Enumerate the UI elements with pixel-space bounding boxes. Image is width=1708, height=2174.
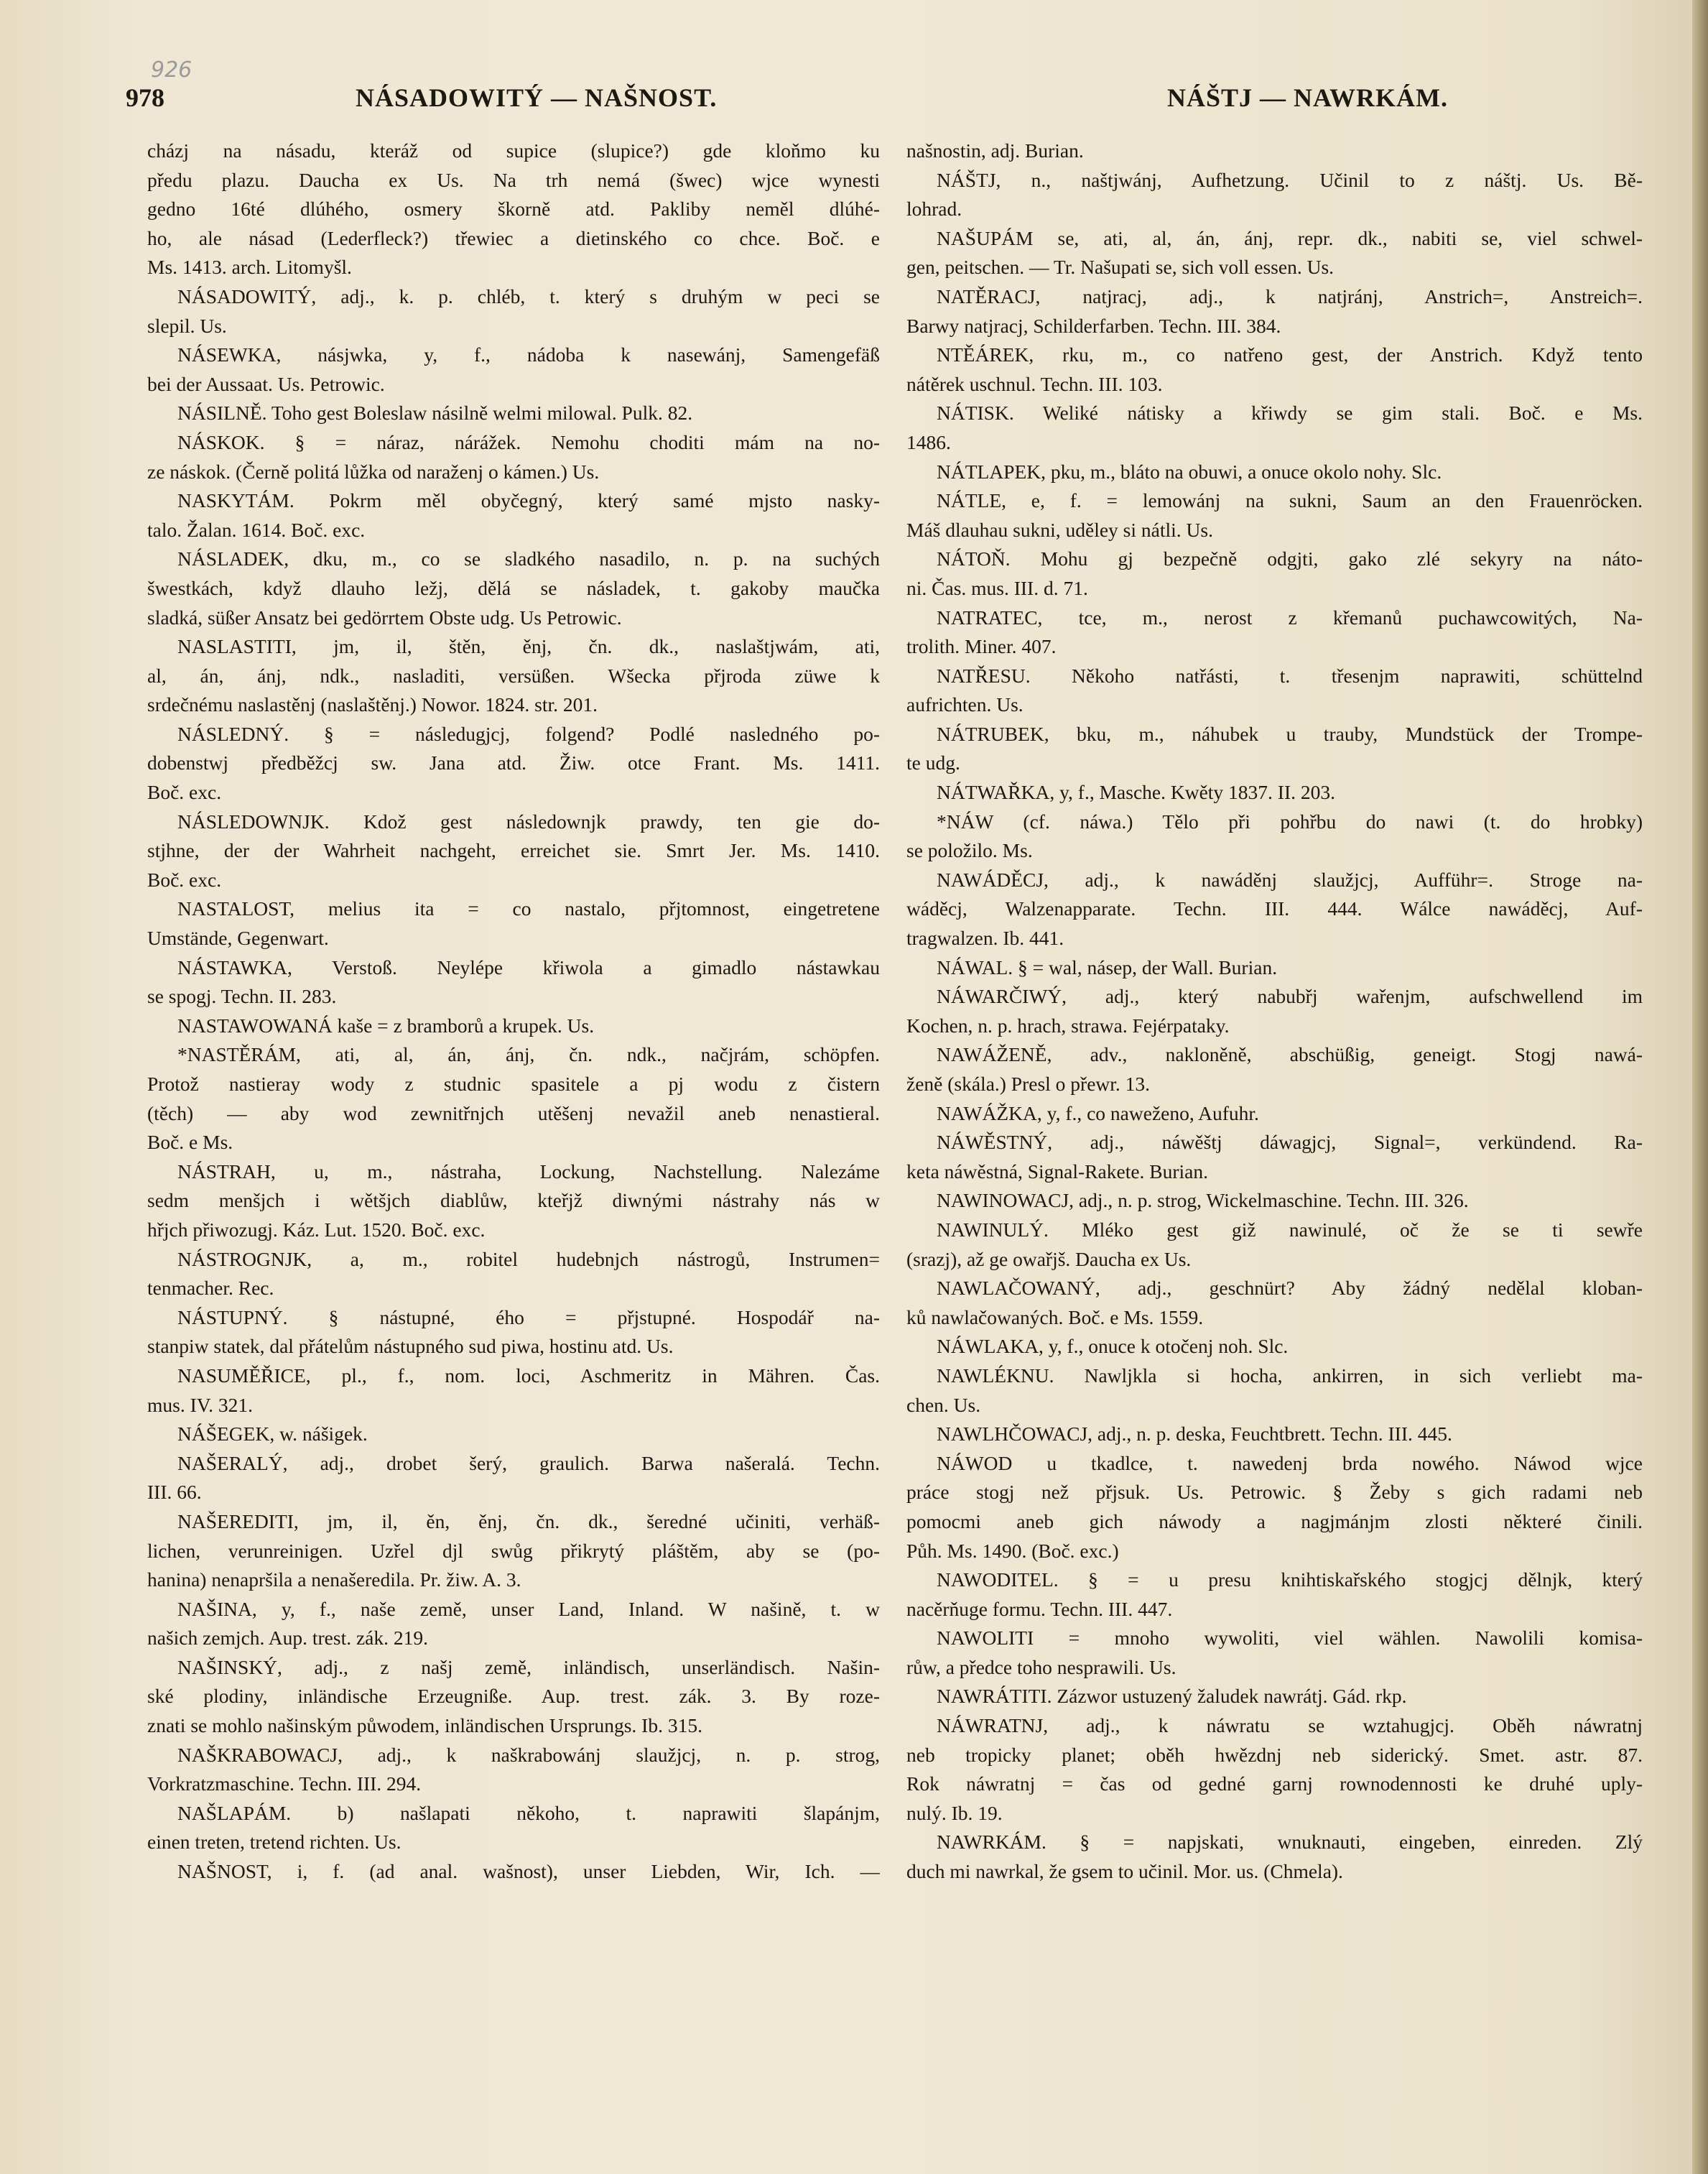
running-header: [126, 83, 1641, 126]
text-line: sedm menšjch i wětšjch diablůw, kteřjž diwnými nástrahy nás w: [147, 1189, 880, 1212]
text-line: NASLASTITI, jm, il, štěn, ěnj, čn. dk., naslaštjwám, ati,: [177, 635, 880, 658]
text-line: dobenstwj předběžcj sw. Jana atd. Žiw. otce Frant. Ms. 1411.: [147, 751, 880, 774]
text-line: Boč. e Ms.: [147, 1131, 233, 1154]
text-line: NAWRÁTITI. Zázwor ustuzený žaludek nawrátj. Gád. rkp.: [937, 1685, 1407, 1708]
text-line: duch mi nawrkal, že gsem to učinil. Mor. us. (Chmela).: [906, 1860, 1343, 1883]
text-line: pomocmi aneb gich náwody a nagjmánjm zlosti některé činili.: [906, 1509, 1643, 1532]
text-line: NAŠEREDITI, jm, il, ěn, ěnj, čn. dk., šeredné učiniti, verhäß-: [177, 1509, 880, 1532]
text-line: al, án, ánj, ndk., nasladiti, versüßen. Wšecka přjroda züwe k: [147, 664, 880, 687]
page-number: 978: [126, 83, 164, 112]
text-line: NASTAWOWANÁ kaše = z bramborů a krupek. Us.: [177, 1014, 595, 1037]
text-line: NÁWĚSTNÝ, adj., náwěštj dáwagjcj, Signal=, verkündend. Ra-: [937, 1131, 1643, 1154]
text-line: NAWODITEL. § = u presu knihtiskařského stogjcj dělnjk, který: [937, 1568, 1643, 1591]
text-line: NATĚRACJ, natjracj, adj., k natjránj, Anstrich=, Anstreich=.: [937, 285, 1643, 307]
left-column: [147, 137, 880, 1887]
text-line: NÁTLAPEK, pku, m., bláto na obuwi, a onuce okolo nohy. Slc.: [937, 460, 1442, 483]
text-line: tenmacher. Rec.: [147, 1277, 274, 1300]
text-line: NAWINULÝ. Mléko gest giž nawinulé, oč že se ti sewře: [937, 1218, 1643, 1241]
text-line: slepil. Us.: [147, 314, 227, 337]
text-line: NAWÁŽENĚ, adv., nakloněně, abschüßig, geneigt. Stogj nawá-: [937, 1043, 1643, 1066]
text-line: Rok náwratnj = čas od gedné garnj rownodennosti ke druhé uply-: [906, 1772, 1643, 1795]
text-line: NÁTLE, e, f. = lemowánj na sukni, Saum an den Frauenröcken.: [937, 489, 1643, 512]
text-line: NÁTWAŘKA, y, f., Masche. Kwěty 1837. II. 203.: [937, 781, 1335, 804]
text-line: se položilo. Ms.: [906, 839, 1033, 862]
text-line: NASTALOST, melius ita = co nastalo, přjtomnost, eingetretene: [177, 897, 880, 920]
text-line: *NASTĚRÁM, ati, al, án, ánj, čn. ndk., načjrám, schöpfen.: [177, 1043, 880, 1066]
text-line: Máš dlauhau sukni, uděley si nátli. Us.: [906, 518, 1213, 541]
text-line: hanina) nenapršila a nenašeredila. Pr. žiw. A. 3.: [147, 1568, 521, 1591]
text-line: NAŠLAPÁM. b) našlapati někoho, t. naprawiti šlapánjm,: [177, 1801, 880, 1824]
text-line: šwestkách, když dlauho ležj, dělá se násladek, t. gakoby maučka: [147, 576, 880, 599]
text-line: Kochen, n. p. hrach, strawa. Fejérpataky.: [906, 1014, 1230, 1037]
text-line: NASKYTÁM. Pokrm měl obyčegný, který samé mjsto nasky-: [177, 489, 880, 512]
right-running-title: NÁŠTJ — NAWRKÁM.: [1167, 83, 1449, 112]
text-line: NÁSTAWKA, Verstoß. Neylépe křiwola a gimadlo nástawkau: [177, 956, 880, 979]
text-line: gedno 16té dlúhého, osmery škorně atd. Pakliby neměl dlúhé-: [147, 198, 880, 221]
text-line: NAWRKÁM. § = napjskati, wnuknauti, eingeben, einreden. Zlý: [937, 1831, 1643, 1854]
text-line: NÁWOD u tkadlce, t. nawedenj brda nowého. Náwod wjce: [937, 1451, 1643, 1474]
text-line: NAWÁŽKA, y, f., co naweženo, Aufuhr.: [937, 1101, 1259, 1124]
text-line: NAWÁDĚCJ, adj., k nawáděnj slaužjcj, Aufführ=. Stroge na-: [937, 868, 1643, 891]
text-line: NAŠINSKÝ, adj., z našj země, inländisch, unserländisch. Našin-: [177, 1655, 880, 1678]
right-column: [906, 137, 1643, 1887]
text-line: (těch) — aby wod zewnitřnjch utěšenj nevažil aneb nenastieral.: [147, 1101, 880, 1124]
text-line: ků nawlačowaných. Boč. e Ms. 1559.: [906, 1305, 1204, 1328]
text-line: Barwy natjracj, Schilderfarben. Techn. III. 384.: [906, 314, 1281, 337]
text-line: NAWLHČOWACJ, adj., n. p. deska, Feuchtbrett. Techn. III. 445.: [937, 1423, 1452, 1446]
text-line: neb tropicky planet; oběh hwězdnj neb siderický. Smet. astr. 87.: [906, 1743, 1643, 1766]
text-line: ho, ale násad (Lederfleck?) třewiec a dietinského co chce. Boč. e: [147, 226, 880, 249]
text-line: NÁWRATNJ, adj., k náwratu se wztahugjcj. Oběh náwratnj: [937, 1714, 1643, 1737]
text-line: ni. Čas. mus. III. d. 71.: [906, 576, 1088, 599]
text-line: wáděcj, Walzenapparate. Techn. III. 444. Wálce nawáděcj, Auf-: [906, 897, 1643, 920]
text-line: NÁTRUBEK, bku, m., náhubek u trauby, Mundstück der Trompe-: [937, 722, 1643, 745]
text-line: Protož nastieray wody z studnic spasitele a pj wodu z čistern: [147, 1073, 880, 1095]
text-line: nátěrek uschnul. Techn. III. 103.: [906, 372, 1163, 395]
text-line: NÁSLADEK, dku, m., co se sladkého nasadilo, n. p. na suchých: [177, 547, 880, 570]
text-line: NATRATEC, tce, m., nerost z křemanů puchawcowitých, Na-: [937, 606, 1643, 629]
text-line: stjhne, der der Wahrheit nachgeht, erreichet sie. Smrt Jer. Ms. 1410.: [147, 839, 880, 862]
text-line: nacěrňuge formu. Techn. III. 447.: [906, 1597, 1173, 1620]
text-line: NÁŠEGEK, w. nášigek.: [177, 1423, 368, 1446]
text-line: Boč. exc.: [147, 781, 222, 804]
text-line: tragwalzen. Ib. 441.: [906, 927, 1064, 950]
text-line: einen treten, tretend richten. Us.: [147, 1831, 402, 1854]
text-line: mus. IV. 321.: [147, 1393, 253, 1416]
text-line: našich zemjch. Aup. trest. zák. 219.: [147, 1627, 429, 1650]
text-line: NÁSADOWITÝ, adj., k. p. chléb, t. který s druhým w peci se: [177, 285, 880, 307]
text-line: NAŠUPÁM se, ati, al, án, ánj, repr. dk., nabiti se, viel schwel-: [937, 226, 1643, 249]
text-line: NAWOLITI = mnoho wywoliti, viel wählen. Nawolili komisa-: [937, 1627, 1643, 1650]
text-line: aufrichten. Us.: [906, 693, 1024, 716]
text-line: hřjch přiwozugj. Káz. Lut. 1520. Boč. exc.: [147, 1218, 486, 1241]
text-line: NAWLAČOWANÝ, adj., geschnürt? Aby žádný nedělal kloban-: [937, 1277, 1643, 1300]
pencil-page-note: 926: [151, 57, 192, 83]
text-line: nulý. Ib. 19.: [906, 1801, 1003, 1824]
text-line: NAWLÉKNU. Nawljkla si hocha, ankirren, in sich verliebt ma-: [937, 1364, 1643, 1387]
text-line: NAŠNOST, i, f. (ad anal. wašnost), unser Liebden, Wir, Ich. —: [177, 1860, 880, 1883]
text-line: keta náwěstná, Signal-Rakete. Burian.: [906, 1160, 1209, 1183]
text-line: III. 66.: [147, 1481, 202, 1504]
text-line: se spogj. Techn. II. 283.: [147, 985, 337, 1008]
text-line: stanpiw statek, dal přátelům nástupného sud piwa, hostinu atd. Us.: [147, 1335, 674, 1358]
text-line: NÁSTROGNJK, a, m., robitel hudebnjch nástrogů, Instrumen=: [177, 1247, 880, 1270]
text-line: lohrad.: [906, 198, 962, 221]
text-line: NÁWLAKA, y, f., onuce k otočenj noh. Slc.: [937, 1335, 1289, 1358]
text-line: NÁSTUPNÝ. § nástupné, ého = přjstupné. Hospodář na-: [177, 1305, 880, 1328]
text-line: NÁSLEDNÝ. § = následugjcj, folgend? Podlé nasledného po-: [177, 722, 880, 745]
text-line: NAŠERALÝ, adj., drobet šerý, graulich. Barwa našeralá. Techn.: [177, 1451, 880, 1474]
text-line: ze náskok. (Černě politá lůžka od naraženj o kámen.) Us.: [147, 460, 600, 483]
text-line: Umstände, Gegenwart.: [147, 927, 329, 950]
text-line: NÁSKOK. § = náraz, nárážek. Nemohu choditi mám na no-: [177, 430, 880, 453]
text-line: růw, a předce toho nesprawili. Us.: [906, 1655, 1176, 1678]
text-line: NÁSTRAH, u, m., nástraha, Lockung, Nachstellung. Nalezáme: [177, 1160, 880, 1183]
text-line: cházj na násadu, kteráž od supice (slupice?) gde kloňmo ku: [147, 139, 880, 162]
text-line: 1486.: [906, 430, 951, 453]
text-line: gen, peitschen. — Tr. Našupati se, sich voll essen. Us.: [906, 256, 1335, 279]
text-line: te udg.: [906, 751, 960, 774]
text-line: trolith. Miner. 407.: [906, 635, 1057, 658]
text-line: ské plodiny, inländische Erzeugniße. Aup. trest. zák. 3. By roze-: [147, 1685, 880, 1708]
text-line: sladká, süßer Ansatz bei gedörrtem Obste udg. Us Petrowic.: [147, 606, 622, 629]
text-line: NAŠKRABOWACJ, adj., k naškrabowánj slaužjcj, n. p. strog,: [177, 1743, 880, 1766]
text-line: NÁSEWKA, násjwka, y, f., nádoba k nasewánj, Samengefäß: [177, 343, 880, 366]
text-line: Vorkratzmaschine. Techn. III. 294.: [147, 1772, 422, 1795]
text-line: (srazj), až ge owařjš. Daucha ex Us.: [906, 1247, 1192, 1270]
text-line: NAŠINA, y, f., naše země, unser Land, Inland. W našině, t. w: [177, 1597, 880, 1620]
text-line: NÁSILNĚ. Toho gest Boleslaw násilně welmi milowal. Pulk. 82.: [177, 402, 693, 425]
text-line: NÁTISK. Weliké nátisky a křiwdy se gim stali. Boč. e Ms.: [937, 402, 1643, 425]
page-edge: [1692, 0, 1708, 2174]
text-line: Ms. 1413. arch. Litomyšl.: [147, 256, 352, 279]
text-line: NASUMĚŘICE, pl., f., nom. loci, Aschmeritz in Mähren. Čas.: [177, 1364, 880, 1387]
text-line: srdečnému naslastěnj (naslaštěnj.) Nowor. 1824. str. 201.: [147, 693, 598, 716]
text-line: NÁWAL. § = wal, násep, der Wall. Burian.: [937, 956, 1278, 979]
text-line: chen. Us.: [906, 1393, 981, 1416]
text-line: NAWINOWACJ, adj., n. p. strog, Wickelmaschine. Techn. III. 326.: [937, 1189, 1469, 1212]
text-line: talo. Žalan. 1614. Boč. exc.: [147, 518, 366, 541]
text-line: NÁSLEDOWNJK. Kdož gest následownjk prawdy, ten gie do-: [177, 810, 880, 833]
text-line: NATŘESU. Někoho natřásti, t. třesenjm naprawiti, schüttelnd: [937, 664, 1643, 687]
text-line: předu plazu. Daucha ex Us. Na trh nemá (šwec) wjce wynesti: [147, 168, 880, 191]
text-line: *NÁW (cf. náwa.) Tělo při pohřbu do nawi (t. do hrobky): [937, 810, 1643, 833]
text-line: Boč. exc.: [147, 868, 222, 891]
text-line: bei der Aussaat. Us. Petrowic.: [147, 372, 385, 395]
left-running-title: NÁSADOWITÝ — NAŠNOST.: [356, 83, 718, 112]
text-line: NTĚÁREK, rku, m., co natřeno gest, der Anstrich. Když tento: [937, 343, 1643, 366]
text-line: Půh. Ms. 1490. (Boč. exc.): [906, 1539, 1119, 1562]
text-line: NÁŠTJ, n., naštjwánj, Aufhetzung. Učinil to z náštj. Us. Bě-: [937, 168, 1643, 191]
text-line: lichen, verunreinigen. Uzřel djl swůg přikrytý pláštěm, aby se (po-: [147, 1539, 880, 1562]
text-line: znati se mohlo našinským půwodem, inländischen Ursprungs. Ib. 315.: [147, 1714, 702, 1737]
text-line: našnostin, adj. Burian.: [906, 139, 1084, 162]
text-line: NÁTOŇ. Mohu gj bezpečně odgjti, gako zlé sekyry na náto-: [937, 547, 1643, 570]
text-line: práce stogj než přjsuk. Us. Petrowic. § Žeby s gich radami neb: [906, 1481, 1643, 1504]
text-line: NÁWARČIWÝ, adj., který nabubřj wařenjm, aufschwellend im: [937, 985, 1643, 1008]
text-line: ženě (skála.) Presl o přewr. 13.: [906, 1073, 1151, 1095]
